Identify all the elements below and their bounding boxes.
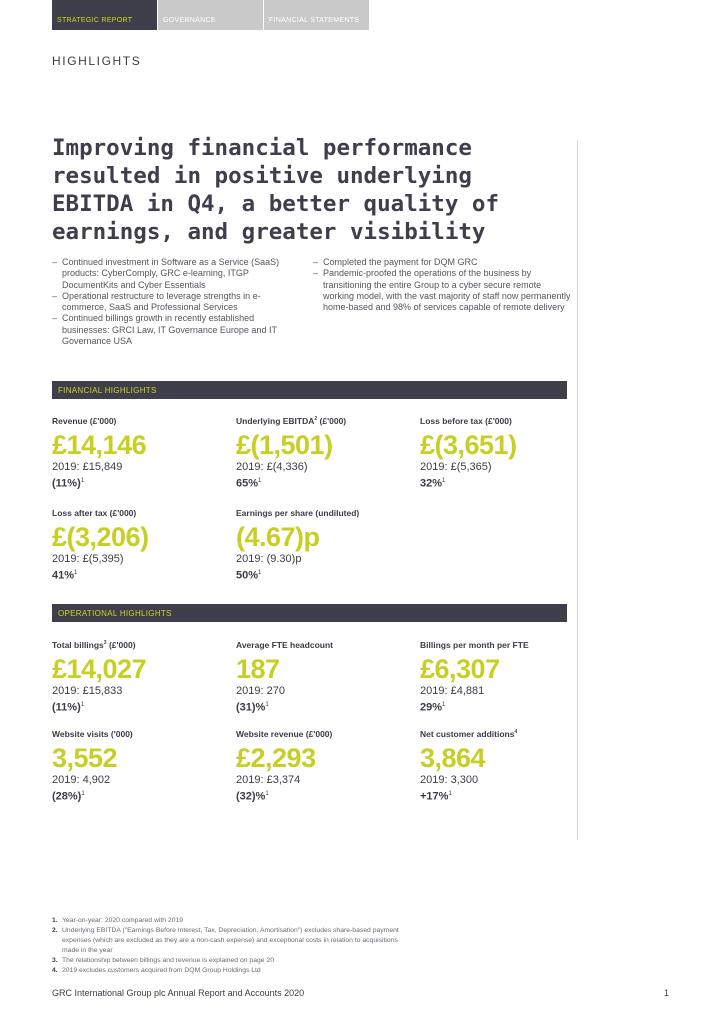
footnote-ref: 3 [103, 640, 107, 647]
footnote-text: Year-on-year: 2020 compared with 2019 [62, 917, 184, 924]
bullet-list-left [52, 257, 304, 347]
metric-change: 32% [420, 477, 443, 490]
metric-change: 65% [236, 477, 259, 490]
metric-label: Earnings per share (undiluted) [236, 508, 360, 518]
metric-label: Website revenue (£'000) [236, 729, 333, 739]
metric-change: 29% [420, 701, 443, 714]
metric-change: (28%) [52, 790, 82, 803]
footnote-number: 1. [52, 917, 58, 924]
metric-value: £(3,651) [420, 430, 517, 460]
metric-fte-headcount [236, 640, 406, 715]
metric-label: Average FTE headcount [236, 640, 333, 650]
footnote-text: Underlying EBITDA ("Earnings Before Interest, Tax, Depreciation, Amortisation") excludes share-based payment expenses (which are excluded as they are a non-cash expense) and exceptional costs in relation to acquisitions made in the year [62, 927, 399, 954]
metric-value: (4.67)p [236, 522, 320, 552]
tab-governance[interactable]: GOVERNANCE [158, 0, 264, 30]
metric-unit: (£'000) [317, 416, 347, 426]
footnote [52, 966, 412, 976]
footnote-number: 4. [52, 967, 58, 974]
metric-label: Underlying EBITDA [236, 416, 315, 426]
page-number: 1 [664, 988, 670, 998]
list-item: – Pandemic-proofed the operations of the business by transitioning the entire Group to a cyber secure remote working model, with the vast majority of staff now permanently home-based and 98% of services capable of remote delivery [313, 268, 571, 313]
metric-label: Revenue (£'000) [52, 416, 117, 426]
metric-website-revenue [236, 729, 406, 804]
metric-value: 187 [236, 654, 280, 684]
metric-prior-year: 2019: £15,833 [52, 685, 123, 697]
metric-value: £(1,501) [236, 430, 333, 460]
tab-financial-statements[interactable]: FINANCIAL STATEMENTS [264, 0, 370, 30]
footnote-number: 3. [52, 957, 58, 964]
footnotes [52, 916, 412, 976]
metric-prior-year: 2019: £(5,365) [420, 461, 492, 473]
list-item: – Continued billings growth in recently established businesses: GRCI Law, IT Governance Europe and IT Governance USA [52, 313, 304, 347]
footnote-ref: 1 [442, 702, 446, 708]
metric-total-billings [52, 640, 222, 715]
footnote-ref: 1 [81, 791, 85, 797]
footnote-number: 2. [52, 927, 58, 934]
footnote-ref: 1 [448, 791, 452, 797]
footnote-ref: 1 [265, 791, 269, 797]
metric-billings-per-fte [420, 640, 590, 715]
metric-label: Loss after tax (£'000) [52, 508, 137, 518]
tab-strategic-report[interactable]: STRATEGIC REPORT [52, 0, 158, 30]
footnote [52, 916, 412, 926]
footnote-text: 2019 excludes customers acquired from DQM Group Holdings Ltd [62, 967, 261, 974]
metric-change: (11%) [52, 701, 81, 714]
metric-loss-after-tax [52, 508, 222, 583]
metric-change: 41% [52, 569, 75, 582]
metric-change: (11%) [52, 477, 81, 490]
list-item: – Completed the payment for DQM GRC [313, 257, 571, 268]
footnote-ref: 1 [74, 570, 78, 576]
footnote-text: The relationship between billings and revenue is explained on page 20 [62, 957, 274, 964]
metric-change: +17% [420, 790, 449, 803]
metric-value: 3,864 [420, 743, 486, 773]
metric-prior-year: 2019: £3,374 [236, 774, 301, 786]
metric-revenue [52, 416, 222, 491]
footnote-ref: 1 [80, 702, 85, 708]
metric-label: Billings per month per FTE [420, 640, 529, 650]
metric-change: (32)% [236, 790, 266, 803]
metric-unit: (£'000) [106, 640, 136, 650]
footnote-ref: 1 [258, 570, 262, 576]
page-footer: GRC International Group plc Annual Report and Accounts 2020 [52, 988, 305, 998]
section-tabs [52, 0, 370, 30]
metric-underlying-ebitda [236, 416, 406, 491]
list-item: – Operational restructure to leverage strengths in e-commerce, SaaS and Professional Services [52, 291, 304, 314]
operational-highlights-bar: OPERATIONAL HIGHLIGHTS [52, 604, 567, 622]
metric-value: £14,146 [52, 430, 147, 460]
metric-loss-before-tax [420, 416, 590, 491]
metric-label: Net customer additions [420, 729, 515, 739]
footnote-ref: 2 [314, 416, 318, 423]
metric-value: £(3,206) [52, 522, 149, 552]
metric-prior-year: 2019: £(5,395) [52, 553, 124, 565]
section-label: HIGHLIGHTS [52, 54, 142, 68]
metric-prior-year: 2019: 270 [236, 685, 285, 697]
footnote-ref: 1 [265, 702, 269, 708]
footnote [52, 926, 412, 956]
bullet-list-right [313, 257, 571, 313]
metric-net-customer-additions [420, 729, 590, 804]
metric-prior-year: 2019: £(4,336) [236, 461, 308, 473]
metric-label: Website visits ('000) [52, 729, 133, 739]
metric-prior-year: 2019: £15,849 [52, 461, 123, 473]
footnote-ref: 1 [80, 478, 85, 484]
metric-label: Loss before tax (£'000) [420, 416, 512, 426]
page-headline: Improving financial performance resulted in positive underlying EBITDA in Q4, a better quality of earnings, and greater visibility [52, 135, 500, 245]
metric-eps [236, 508, 406, 583]
metric-value: £14,027 [52, 654, 147, 684]
metric-value: £6,307 [420, 654, 500, 684]
list-item: – Continued investment in Software as a Service (SaaS) products: CyberComply, GRC e-learning, ITGP DocumentKits and Cyber Essentials [52, 257, 304, 291]
metric-prior-year: 2019: 4,902 [52, 774, 111, 786]
metric-value: £2,293 [236, 743, 316, 773]
metric-prior-year: 2019: 3,300 [420, 774, 479, 786]
metric-prior-year: 2019: £4,881 [420, 685, 485, 697]
metric-label: Total billings [52, 640, 104, 650]
financial-highlights-bar: FINANCIAL HIGHLIGHTS [52, 381, 567, 399]
footnote-ref: 1 [258, 478, 262, 484]
metric-change: 50% [236, 569, 259, 582]
footnote [52, 956, 412, 966]
footnote-ref: 4 [514, 729, 518, 736]
footnote-ref: 1 [442, 478, 446, 484]
metric-website-visits [52, 729, 222, 804]
metric-change: (31)% [236, 701, 266, 714]
metric-value: 3,552 [52, 743, 118, 773]
metric-prior-year: 2019: (9.30)p [236, 553, 302, 565]
